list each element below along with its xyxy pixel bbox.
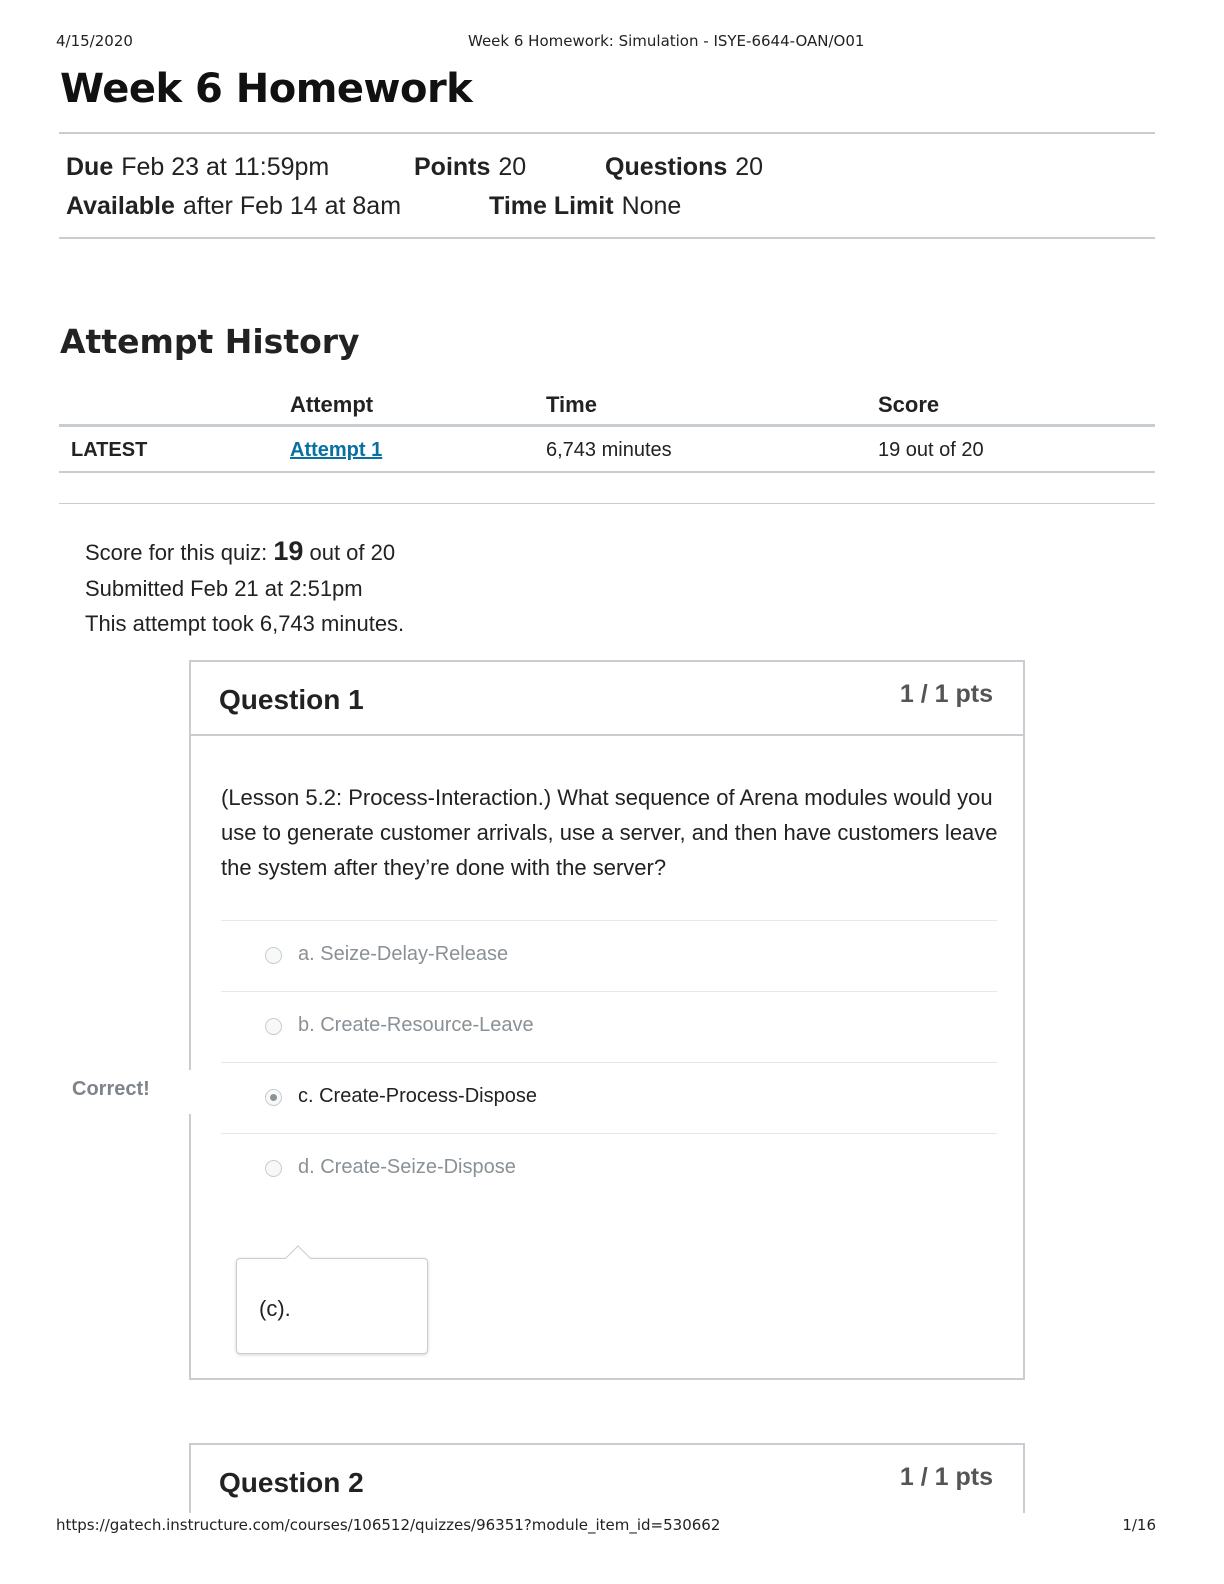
due-date [66,153,329,182]
column-header-time: Time [546,392,597,417]
column-header-score: Score [878,392,940,417]
print-footer [56,1516,1156,1536]
points-value: 20 [498,153,527,181]
time-limit-value: None [621,192,682,220]
column-header-attempt: Attempt [290,392,374,417]
questions-info [605,153,763,182]
quiz-score [85,536,395,567]
answer-option-c[interactable] [221,1062,997,1133]
score-suffix: out of 20 [309,540,396,565]
question-title: Question 1 [219,684,364,715]
attempt-score: 19 out of 20 [878,439,984,461]
divider [59,237,1155,239]
answer-option-b[interactable] [221,991,997,1062]
latest-tag: LATEST [71,439,148,461]
questions-label: Questions [605,153,728,181]
answer-option-d[interactable] [221,1133,997,1204]
question-points: 1 / 1 pts [899,1463,993,1491]
due-label: Due [66,153,114,181]
available-value: after Feb 14 at 8am [182,192,402,220]
print-header [56,32,1156,52]
attempt-1-link[interactable]: Attempt 1 [290,439,383,461]
question-points: 1 / 1 pts [899,680,993,708]
answer-list [221,920,997,1204]
due-value: Feb 23 at 11:59pm [121,153,330,181]
question-1 [189,660,1025,1380]
comment-text: (c). [259,1296,291,1321]
page-number: 1/16 [1122,1516,1156,1534]
correct-flag: Correct! [72,1078,150,1100]
question-2 [189,1443,1025,1513]
question-header [191,662,1023,736]
radio-button-icon[interactable] [265,947,282,964]
attempt-history-title: Attempt History [60,322,360,361]
print-date: 4/15/2020 [56,32,133,50]
print-document-title: Week 6 Homework: Simulation - ISYE-6644-OAN/O01 [468,32,865,50]
time-limit-label: Time Limit [489,192,614,220]
submitted-time: Submitted Feb 21 at 2:51pm [85,576,363,601]
table-row-rule [59,471,1155,473]
table-header-rule [59,424,1155,427]
score-prefix: Score for this quiz: [85,540,268,565]
attempt-time: 6,743 minutes [546,439,672,461]
print-url: https://gatech.instructure.com/courses/106512/quizzes/96351?module_item_id=530662 [56,1516,721,1534]
comment-pointer [285,1245,310,1270]
answer-option-a[interactable] [221,920,997,991]
available-label: Available [66,192,175,220]
time-limit [489,192,681,221]
availability [66,192,401,221]
radio-button-icon[interactable] [265,1160,282,1177]
divider [59,503,1155,504]
page-title: Week 6 Homework [60,66,473,112]
answer-comment [236,1258,428,1354]
correct-flag-background [180,1070,200,1114]
answer-label: c. Create-Process-Dispose [298,1085,537,1107]
questions-value: 20 [735,153,764,181]
points-info [414,153,526,182]
points-label: Points [414,153,491,181]
radio-button-selected-icon[interactable] [265,1089,282,1106]
question-text: (Lesson 5.2: Process-Interaction.) What sequence of Arena modules would you use to generate customer arrivals, use a server, and then have customers leave the system after they’re done with the server? [221,785,998,880]
divider [59,132,1155,134]
answer-label: d. Create-Seize-Dispose [298,1156,516,1178]
radio-button-icon[interactable] [265,1018,282,1035]
attempt-duration: This attempt took 6,743 minutes. [85,611,405,636]
score-value: 19 [273,536,304,566]
answer-label: b. Create-Resource-Leave [298,1014,534,1036]
answer-label: a. Seize-Delay-Release [298,943,509,965]
question-title: Question 2 [219,1467,364,1498]
